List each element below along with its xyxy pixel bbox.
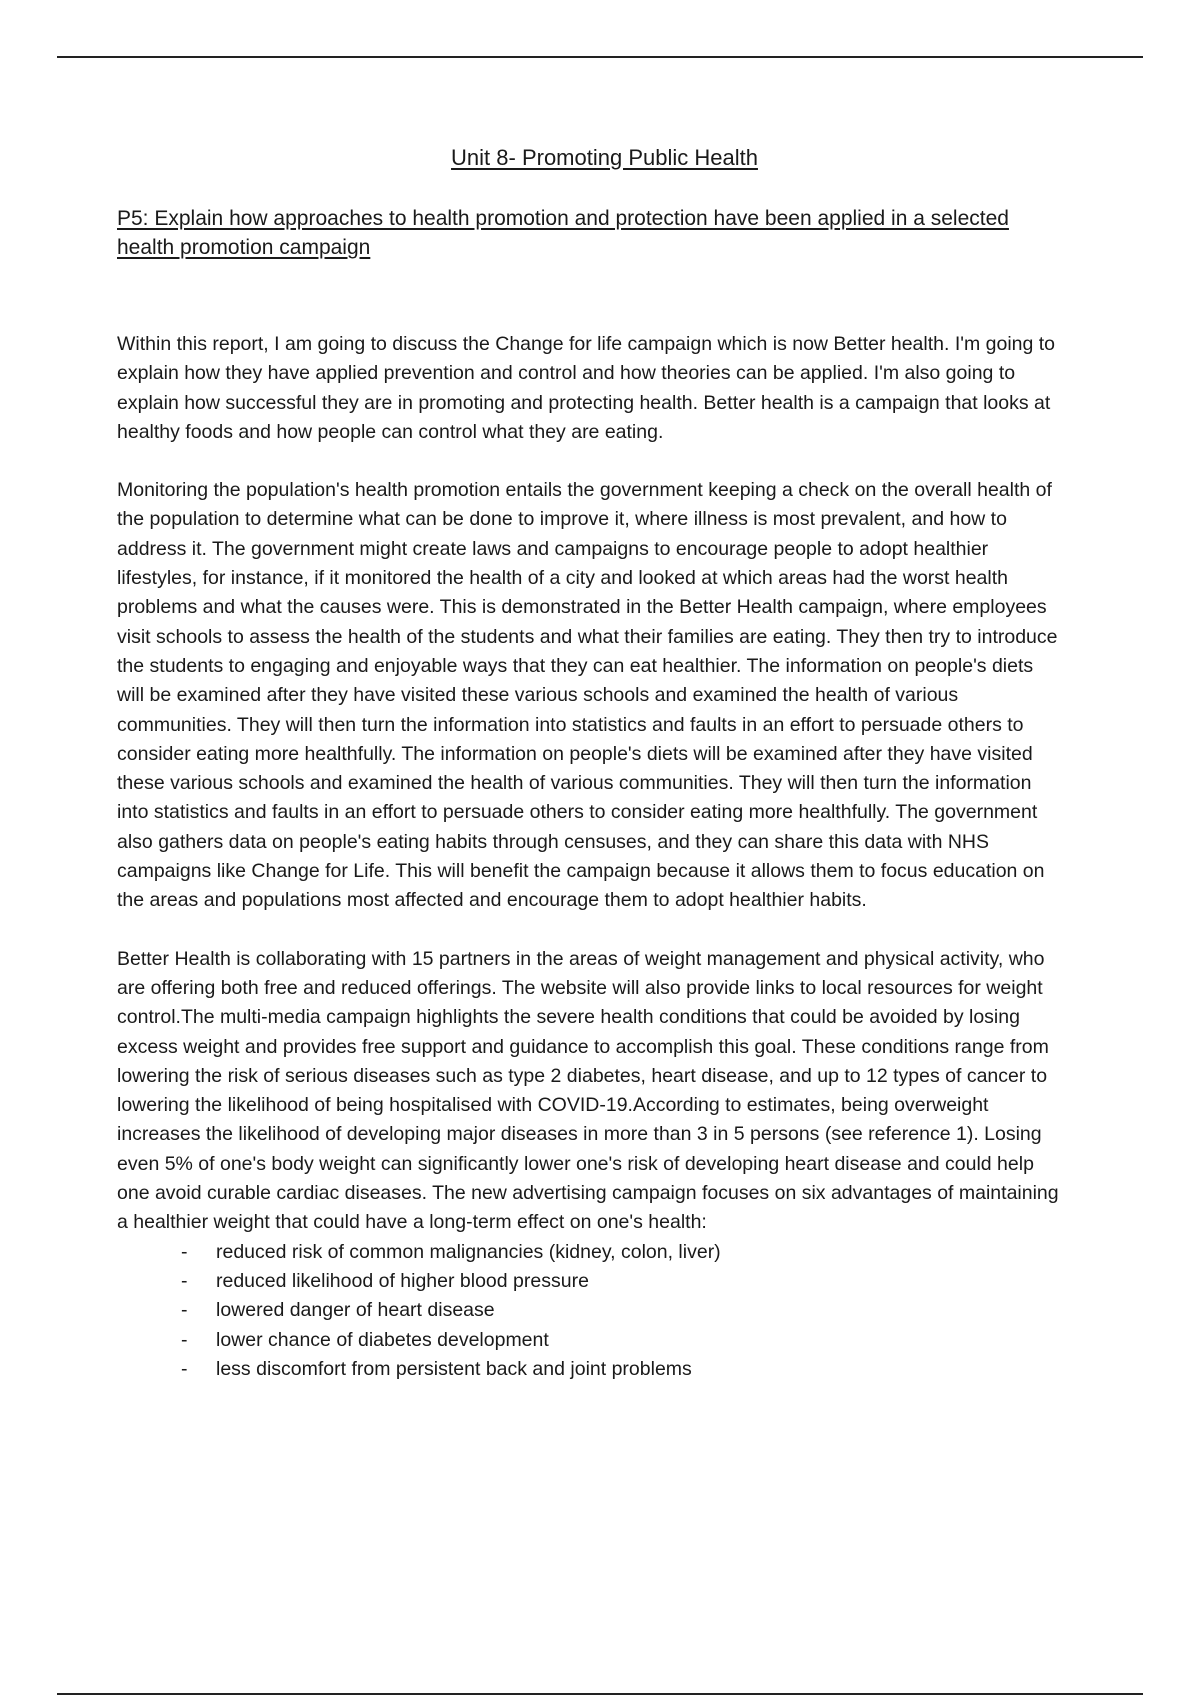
- paragraph-partners: Better Health is collaborating with 15 partners in the areas of weight management and physical activity, who are offering both free and reduced offerings. The website will also provide links to local resources for weight control.The multi-media campaign highlights the severe health conditions that could be avoided by losing excess weight and provides free support and guidance to accomplish this goal. These conditions range from lowering the risk of serious diseases such as type 2 diabetes, heart disease, and up to 12 types of cancer to lowering the likelihood of being hospitalised with COVID-19.According to estimates, being overweight increases the likelihood of developing major diseases in more than 3 in 5 persons (see reference 1). Losing even 5% of one's body weight can significantly lower one's risk of developing heart disease and could help one avoid curable cardiac diseases. The new advertising campaign focuses on six advantages of maintaining a healthier weight that could have a long-term effect on one's health:: [117, 947, 1059, 1234]
- bullet-dash: -: [181, 1328, 188, 1351]
- bullet-dash: -: [181, 1357, 188, 1380]
- paragraph-intro: Within this report, I am going to discuss the Change for life campaign which is now Better health. I'm going to explain how they have applied prevention and control and how theories can be applied. I'm also going to explain how successful they are in promoting and protecting health. Better health is a campaign that looks at healthy foods and how people can control what they are eating.: [117, 333, 1056, 443]
- list-item: [181, 1267, 1062, 1296]
- list-item: [181, 1355, 1062, 1384]
- list-item: [181, 1296, 1062, 1325]
- task-heading: P5: Explain how approaches to health promotion and protection have been applied in a selected health promotion campaign: [117, 207, 1009, 259]
- bullet-dash: -: [181, 1269, 188, 1292]
- benefits-list: [117, 1238, 1062, 1384]
- bullet-dash: -: [181, 1299, 188, 1322]
- list-item: [181, 1238, 1062, 1267]
- document-body: [117, 142, 1062, 1384]
- list-item-text: lower chance of diabetes development: [216, 1328, 549, 1351]
- list-item-text: reduced likelihood of higher blood pressure: [216, 1269, 589, 1292]
- top-rule: [57, 56, 1143, 58]
- list-item-text: less discomfort from persistent back and joint problems: [216, 1357, 692, 1380]
- bullet-dash: -: [181, 1240, 188, 1263]
- list-item-text: lowered danger of heart disease: [216, 1299, 495, 1322]
- list-item: [181, 1326, 1062, 1355]
- bottom-rule: [57, 1693, 1143, 1695]
- paragraph-monitoring: Monitoring the population's health promotion entails the government keeping a check on the overall health of the population to determine what can be done to improve it, where illness is most prevalent, and how to address it. The government might create laws and campaigns to encourage people to adopt healthier lifestyles, for instance, if it monitored the health of a city and looked at which areas had the worst health problems and what the causes were. This is demonstrated in the Better Health campaign, where employees visit schools to assess the health of the students and what their families are eating. They then try to introduce the students to engaging and enjoyable ways that they can eat healthier. The information on people's diets will be examined after they have visited these various schools and examined the health of various communities. They will then turn the information into statistics and faults in an effort to persuade others to consider eating more healthfully. The information on people's diets will be examined after they have visited these various schools and examined the health of various communities. They will then turn the information into statistics and faults in an effort to persuade others to consider eating more healthfully. The government also gathers data on people's eating habits through censuses, and they can share this data with NHS campaigns like Change for Life. This will benefit the campaign because it allows them to focus education on the areas and populations most affected and encourage them to adopt healthier habits.: [117, 479, 1058, 912]
- document-title: Unit 8- Promoting Public Health: [451, 145, 758, 170]
- list-item-text: reduced risk of common malignancies (kidney, colon, liver): [216, 1240, 721, 1263]
